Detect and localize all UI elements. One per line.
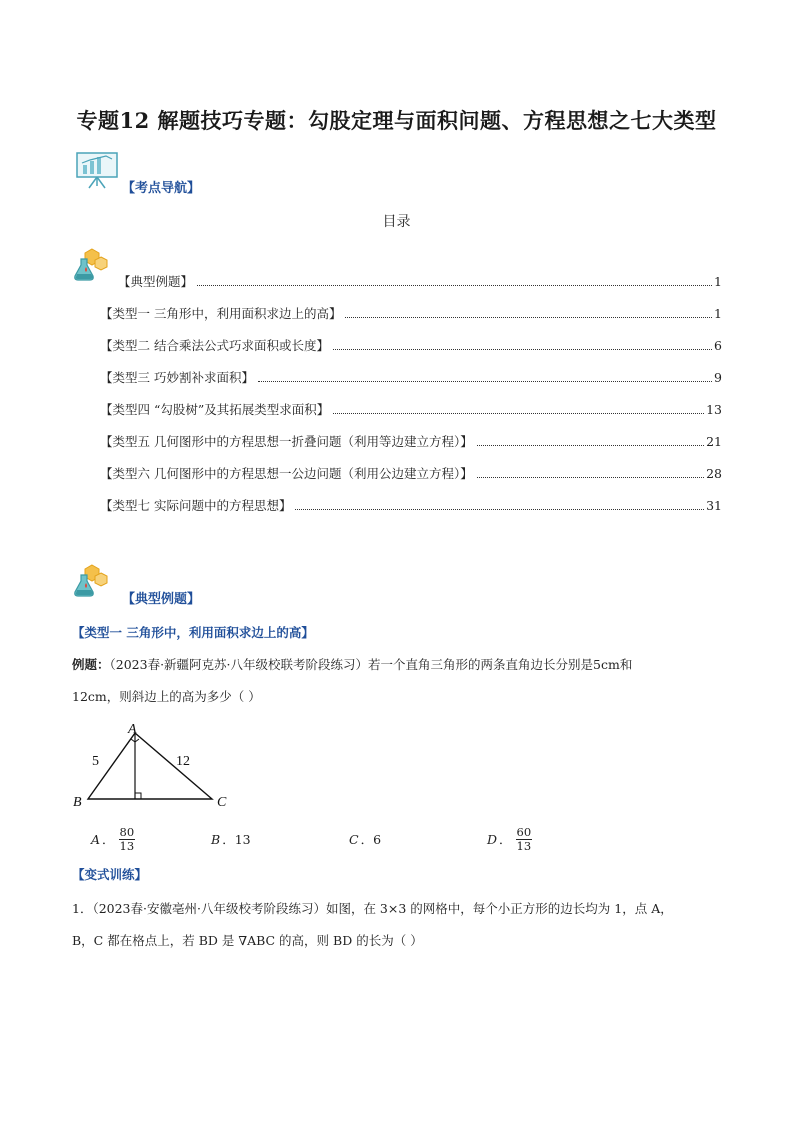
right-angle-mark-foot bbox=[135, 793, 141, 799]
fraction-numerator: 80 bbox=[119, 824, 135, 839]
side-label-ac: 12 bbox=[176, 754, 190, 769]
fraction-denominator: 13 bbox=[119, 838, 135, 853]
vertex-label-b: B bbox=[73, 795, 82, 810]
toc-leader-dots bbox=[333, 413, 704, 414]
flask-icon bbox=[72, 563, 110, 599]
toc-entry-page: 31 bbox=[706, 498, 722, 513]
toc-entry-text: 【类型七 实际问题中的方程思想】 bbox=[100, 498, 292, 513]
fraction bbox=[516, 826, 533, 853]
toc-leader-dots bbox=[197, 285, 712, 286]
document-title: 专题12 解题技巧专题：勾股定理与面积问题、方程思想之七大类型 bbox=[76, 108, 717, 133]
example-question bbox=[72, 655, 732, 707]
toc-leader-dots bbox=[258, 381, 712, 382]
choice-value: 13 bbox=[234, 831, 251, 847]
toc-entry-text: 【类型一 三角形中，利用面积求边上的高】 bbox=[100, 306, 342, 321]
toc-entry-page: 13 bbox=[706, 402, 722, 417]
fraction-denominator: 13 bbox=[516, 838, 532, 853]
fraction bbox=[119, 826, 136, 853]
triangle-outline bbox=[88, 733, 212, 799]
toc-entry-type-5[interactable] bbox=[100, 432, 722, 452]
section-label: 【典型例题】 bbox=[122, 592, 201, 607]
variant-q1-line-2: B，C 都在格点上，若 BD 是 ∇ABC 的高，则 BD 的长为（ ） bbox=[72, 933, 423, 948]
fraction-numerator: 60 bbox=[516, 824, 532, 839]
choice-d[interactable]: D ． $\frac{60}{13}$ bbox=[487, 824, 532, 853]
toc-entry-page: 1 bbox=[714, 274, 722, 289]
variant-label: 【变式训练】 bbox=[72, 867, 148, 882]
choice-letter: A bbox=[91, 831, 101, 847]
toc-entry-typical[interactable] bbox=[118, 272, 722, 292]
toc-entry-type-2[interactable] bbox=[100, 336, 722, 356]
example-line-1: （2023春·新疆阿克苏·八年级校联考阶段练习）若一个直角三角形的两条直角边长分别是5cm和 bbox=[109, 657, 633, 672]
toc-entry-type-7[interactable] bbox=[100, 496, 722, 516]
toc-entry-page: 9 bbox=[714, 370, 722, 385]
example-label: 例题： bbox=[72, 657, 110, 672]
choice-letter: C bbox=[349, 831, 359, 847]
vertex-label-a: A bbox=[128, 722, 137, 737]
toc-entry-type-3[interactable] bbox=[100, 368, 722, 388]
toc-entry-page: 1 bbox=[714, 306, 722, 321]
toc-entry-page: 6 bbox=[714, 338, 722, 353]
choice-letter: B bbox=[211, 831, 221, 847]
toc-entry-type-6[interactable] bbox=[100, 464, 722, 484]
flask-icon bbox=[72, 247, 110, 283]
toc-entry-text: 【类型六 几何图形中的方程思想一公边问题（利用公边建立方程）】 bbox=[100, 466, 473, 481]
toc-heading: 目录 bbox=[382, 214, 411, 230]
toc-entry-page: 28 bbox=[706, 466, 722, 481]
side-label-ab: 5 bbox=[92, 754, 99, 769]
nav-label: 【考点导航】 bbox=[122, 181, 201, 196]
toc-entry-text: 【类型五 几何图形中的方程思想一折叠问题（利用等边建立方程）】 bbox=[100, 434, 473, 449]
type-heading: 【类型一 三角形中，利用面积求边上的高】 bbox=[72, 625, 314, 640]
toc-leader-dots bbox=[345, 317, 712, 318]
toc-entry-text: 【类型二 结合乘法公式巧求面积或长度】 bbox=[100, 338, 329, 353]
choice-a[interactable]: A ． $\frac{80}{13}$ bbox=[91, 824, 135, 853]
toc-entry-page: 21 bbox=[706, 434, 722, 449]
example-line-2: 12cm，则斜边上的高为多少（ ） bbox=[72, 689, 261, 704]
toc-entry-type-1[interactable] bbox=[100, 304, 722, 324]
choice-letter: D bbox=[487, 831, 498, 847]
toc-leader-dots bbox=[477, 477, 704, 478]
variant-question-1 bbox=[72, 899, 732, 951]
toc-entry-type-4[interactable] bbox=[100, 400, 722, 420]
toc-leader-dots bbox=[477, 445, 704, 446]
choice-b[interactable]: B ． 13 bbox=[211, 831, 251, 847]
toc-entry-text: 【类型四 “勾股树”及其拓展类型求面积】 bbox=[100, 402, 330, 417]
toc-leader-dots bbox=[295, 509, 704, 510]
variant-q1-line-1: 1．（2023春·安徽亳州·八年级校考阶段练习）如图，在 3×3 的网格中，每个小正方形的边长均为 1，点 A， bbox=[72, 901, 673, 916]
toc-entry-text: 【典型例题】 bbox=[118, 274, 194, 289]
right-triangle-figure bbox=[68, 720, 243, 815]
vertex-label-c: C bbox=[217, 795, 227, 810]
whiteboard-chart-icon bbox=[74, 150, 122, 190]
choice-c[interactable]: C ． 6 bbox=[349, 831, 382, 847]
choice-value: 6 bbox=[373, 831, 382, 847]
toc-leader-dots bbox=[333, 349, 712, 350]
toc-entry-text: 【类型三 巧妙割补求面积】 bbox=[100, 370, 254, 385]
